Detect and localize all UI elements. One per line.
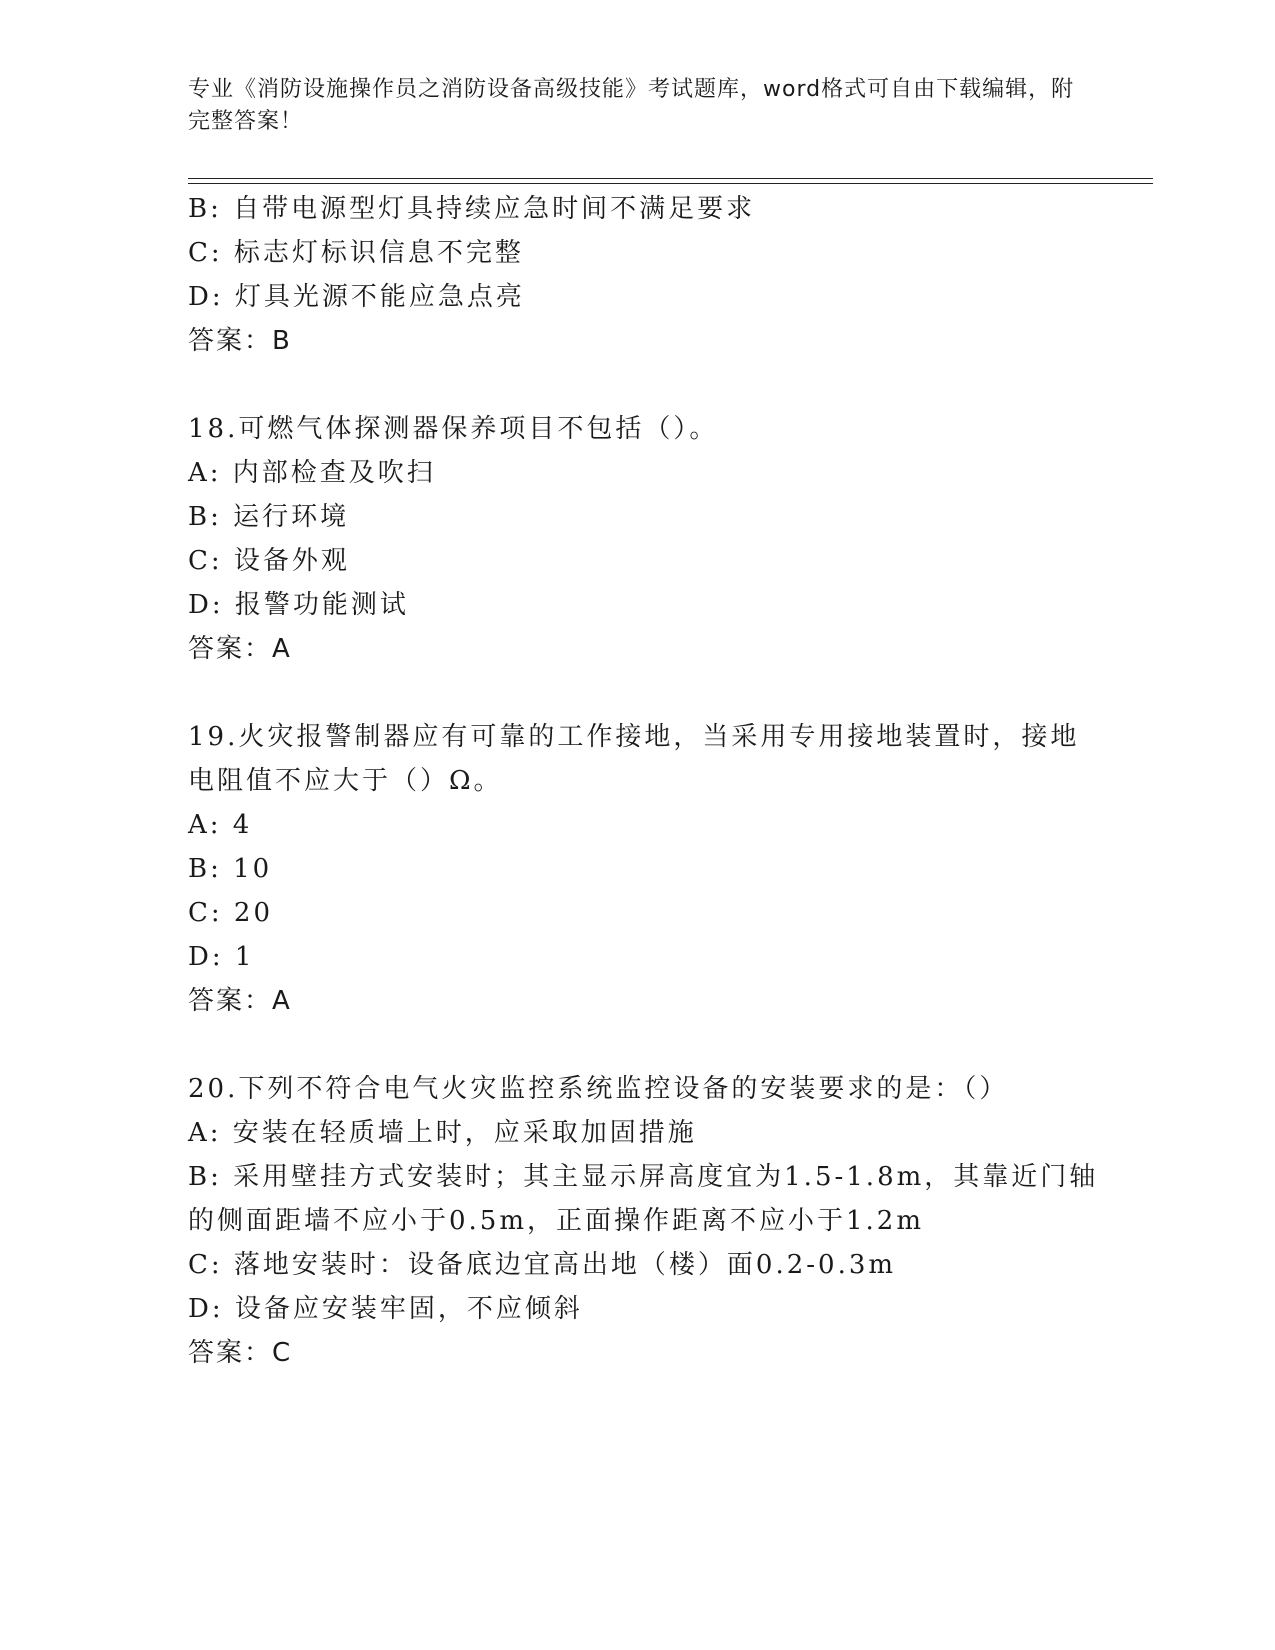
q17-option-c: C: 标志灯标识信息不完整 — [188, 238, 524, 268]
q17-option-b: B: 自带电源型灯具持续应急时间不满足要求 — [188, 194, 756, 224]
q18-answer: 答案：A — [188, 634, 292, 664]
document-header: 专业《消防设施操作员之消防设备高级技能》考试题库，word格式可自由下载编辑，附完整答案！ — [188, 77, 1075, 134]
q18-option-a: A: 内部检查及吹扫 — [188, 458, 436, 488]
q20-option-a: A: 安装在轻质墙上时，应采取加固措施 — [188, 1118, 697, 1148]
q19-answer: 答案：A — [188, 986, 292, 1016]
q18-option-b: B: 运行环境 — [188, 502, 350, 532]
q20-question: 20.下列不符合电气火灾监控系统监控设备的安装要求的是：（） — [188, 1074, 1009, 1104]
q19-question-line1: 19.火灾报警制器应有可靠的工作接地，当采用专用接地装置时，接地 — [188, 722, 1080, 752]
q19-option-b: B: 10 — [188, 854, 273, 884]
q20-option-b-line2: 的侧面距墙不应小于0.5m，正面操作距离不应小于1.2m — [188, 1206, 925, 1236]
q20-option-d: D: 设备应安装牢固，不应倾斜 — [188, 1294, 583, 1324]
q17-answer: 答案：B — [188, 326, 292, 356]
q20-option-c: C: 落地安装时：设备底边宜高出地（楼）面0.2-0.3m — [188, 1250, 897, 1280]
q19-option-a: A: 4 — [188, 810, 253, 840]
q18-option-c: C: 设备外观 — [188, 546, 350, 576]
header-divider-bottom — [188, 183, 1153, 184]
q19-option-d: D: 1 — [188, 942, 255, 972]
header-divider-top — [188, 178, 1153, 179]
q19-option-c: C: 20 — [188, 898, 274, 928]
q19-question-line2: 电阻值不应大于（）Ω。 — [188, 766, 503, 796]
q20-answer: 答案：C — [188, 1338, 293, 1368]
q18-question: 18.可燃气体探测器保养项目不包括（）。 — [188, 414, 719, 444]
q20-option-b-line1: B: 采用壁挂方式安装时；其主显示屏高度宜为1.5-1.8m，其靠近门轴 — [188, 1162, 1099, 1192]
q18-option-d: D: 报警功能测试 — [188, 590, 409, 620]
q17-option-d: D: 灯具光源不能应急点亮 — [188, 282, 525, 312]
